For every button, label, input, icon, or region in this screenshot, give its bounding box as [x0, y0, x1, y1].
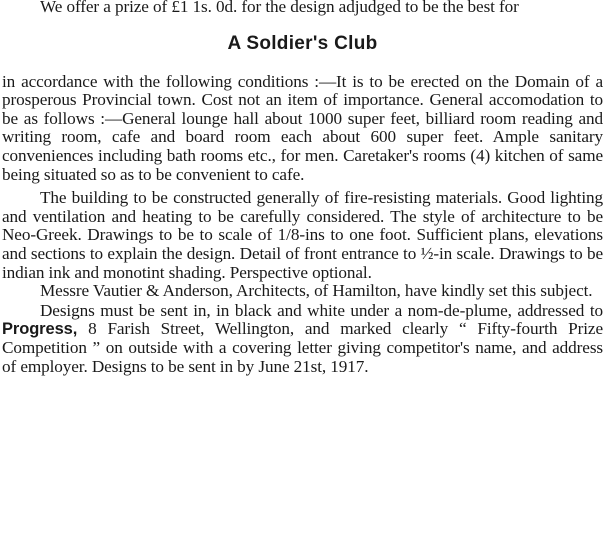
- magazine-name: Progress,: [2, 320, 78, 339]
- page-title: A Soldier's Club: [227, 32, 378, 54]
- setters-paragraph: Messre Vautier & Anderson, Architects, of Hamilton, have kindly set this subject.: [40, 281, 593, 301]
- submission-paragraph: [2, 302, 603, 376]
- conditions-paragraph: in accordance with the following conditions :—It is to be erected on the Domain of a prosperous Provincial town. Cost not an item of importance. General accomodation to be as follows :—General lounge hall about 1000 super feet, billiard room reading and writing room, cafe and board room each about 600 super feet. Ample sanitary conveniences including bath rooms etc., for men. Caretaker's rooms (4) kitchen of same being situated so as to be convenient to cafe.: [2, 71, 603, 184]
- construction-paragraph: The building to be constructed generally of fire-resisting materials. Good lighting and ventilation and heating to be carefully considered. The style of architecture to be Neo-Greek. Drawings to be to scale of 1/8-ins to one foot. Sufficient plans, elevations and sections to explain the design. Detail of front entrance to ½-in scale. Drawings to be indian ink and monotint shading. Perspective optional.: [2, 188, 603, 282]
- submission-text-before: Designs must be sent in, in black and white under a nom-de-plume, addressed to: [40, 300, 603, 320]
- submission-text-after: 8 Farish Street, Wellington, and marked clearly “ Fifty-fourth Prize Competition ” on outside with a covering letter giving competitor's name, and address of employer. Designs to be sent in by June 21st, 1917.: [2, 319, 603, 376]
- intro-paragraph: We offer a prize of £1 1s. 0d. for the design adjudged to be the best for: [40, 0, 519, 16]
